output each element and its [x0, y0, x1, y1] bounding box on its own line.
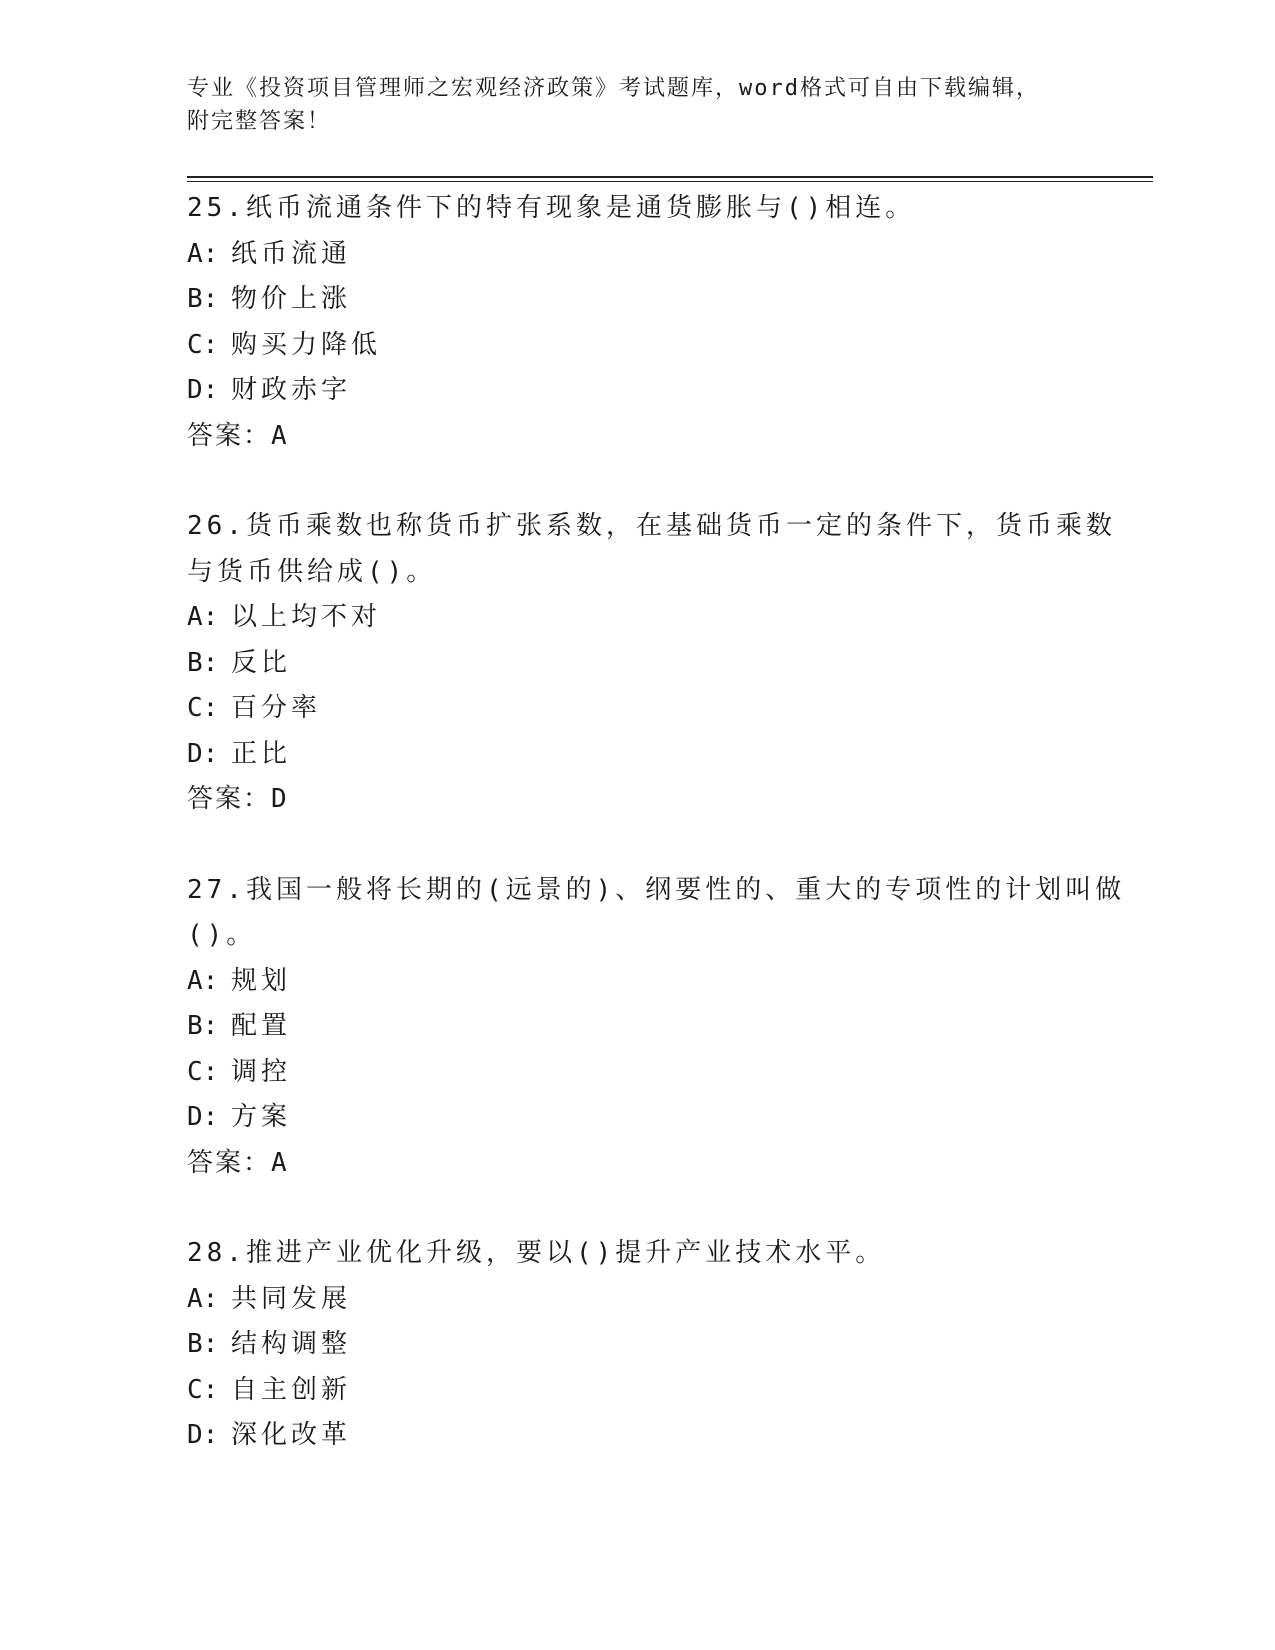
header-rule-thick — [187, 176, 1153, 178]
answer-line — [187, 414, 1087, 460]
option-key: C: — [187, 1374, 219, 1405]
answer-value: A — [271, 1147, 287, 1178]
option-text: 方案 — [231, 1102, 292, 1132]
option-b — [187, 641, 1087, 687]
option-key: D: — [187, 375, 219, 405]
option-key: D: — [187, 1102, 219, 1132]
option-key: B: — [187, 1011, 219, 1041]
question-list — [187, 186, 1126, 1504]
header-rule-thin — [187, 181, 1153, 182]
question-26 — [187, 504, 1116, 823]
answer-label: 答案： — [187, 420, 272, 451]
option-key: B: — [187, 284, 219, 314]
question-stem-continuation: 与货币供给成()。 — [187, 556, 437, 587]
option-text: 深化改革 — [231, 1420, 352, 1450]
option-d — [187, 1413, 1087, 1459]
option-key: C: — [187, 693, 219, 723]
header-line-2: 附完整答案！ — [187, 109, 332, 134]
option-text: 纸币流通 — [231, 238, 352, 269]
option-c — [187, 1368, 1087, 1414]
question-stem: 27.我国一般将长期的(远景的)、纲要性的、重大的专项性的计划叫做 — [187, 874, 1126, 905]
option-text: 配置 — [231, 1011, 292, 1041]
option-text: 调控 — [231, 1056, 292, 1087]
option-text: 共同发展 — [231, 1283, 352, 1314]
question-stem: 26.货币乘数也称货币扩张系数，在基础货币一定的条件下，货币乘数 — [187, 511, 1116, 541]
option-text: 自主创新 — [231, 1374, 352, 1405]
option-key: C: — [187, 329, 219, 360]
option-key: C: — [187, 1056, 219, 1087]
option-key: A: — [187, 965, 219, 996]
option-c — [187, 323, 1087, 369]
option-key: D: — [187, 738, 219, 769]
question-25 — [187, 186, 1087, 459]
option-key: A: — [187, 238, 219, 269]
option-text: 财政赤字 — [231, 375, 352, 405]
option-b — [187, 1004, 1087, 1050]
option-text: 正比 — [231, 738, 292, 769]
option-key: B: — [187, 647, 219, 678]
option-d — [187, 368, 1087, 414]
option-text: 百分率 — [231, 693, 322, 723]
answer-line — [187, 777, 1087, 823]
option-key: D: — [187, 1420, 219, 1450]
option-text: 物价上涨 — [231, 284, 352, 314]
answer-label: 答案： — [187, 784, 272, 814]
option-b — [187, 1322, 1087, 1368]
answer-value: D — [271, 784, 287, 814]
option-text: 结构调整 — [231, 1329, 352, 1359]
option-text: 反比 — [231, 647, 292, 678]
option-a — [187, 1277, 1087, 1323]
document-header — [187, 72, 1087, 138]
option-a — [187, 595, 1087, 641]
header-line-1: 专业《投资项目管理师之宏观经济政策》考试题库，word格式可自由下载编辑， — [187, 76, 1040, 101]
option-b — [187, 277, 1087, 323]
question-28 — [187, 1231, 1087, 1459]
option-c — [187, 686, 1087, 732]
answer-value: A — [271, 420, 287, 451]
option-text: 购买力降低 — [231, 329, 382, 360]
option-text: 以上均不对 — [231, 602, 382, 632]
option-key: A: — [187, 602, 219, 632]
question-stem: 25.纸币流通条件下的特有现象是通货膨胀与()相连。 — [187, 193, 916, 223]
option-d — [187, 732, 1087, 778]
option-a — [187, 959, 1087, 1005]
answer-label: 答案： — [187, 1147, 272, 1178]
answer-line — [187, 1141, 1087, 1187]
question-stem: 28.推进产业优化升级，要以()提升产业技术水平。 — [187, 1238, 886, 1268]
option-a — [187, 232, 1087, 278]
option-c — [187, 1050, 1087, 1096]
option-key: A: — [187, 1283, 219, 1314]
option-key: B: — [187, 1329, 219, 1359]
question-stem-continuation: ()。 — [187, 920, 257, 950]
option-text: 规划 — [231, 965, 292, 996]
option-d — [187, 1095, 1087, 1141]
question-27 — [187, 868, 1126, 1187]
